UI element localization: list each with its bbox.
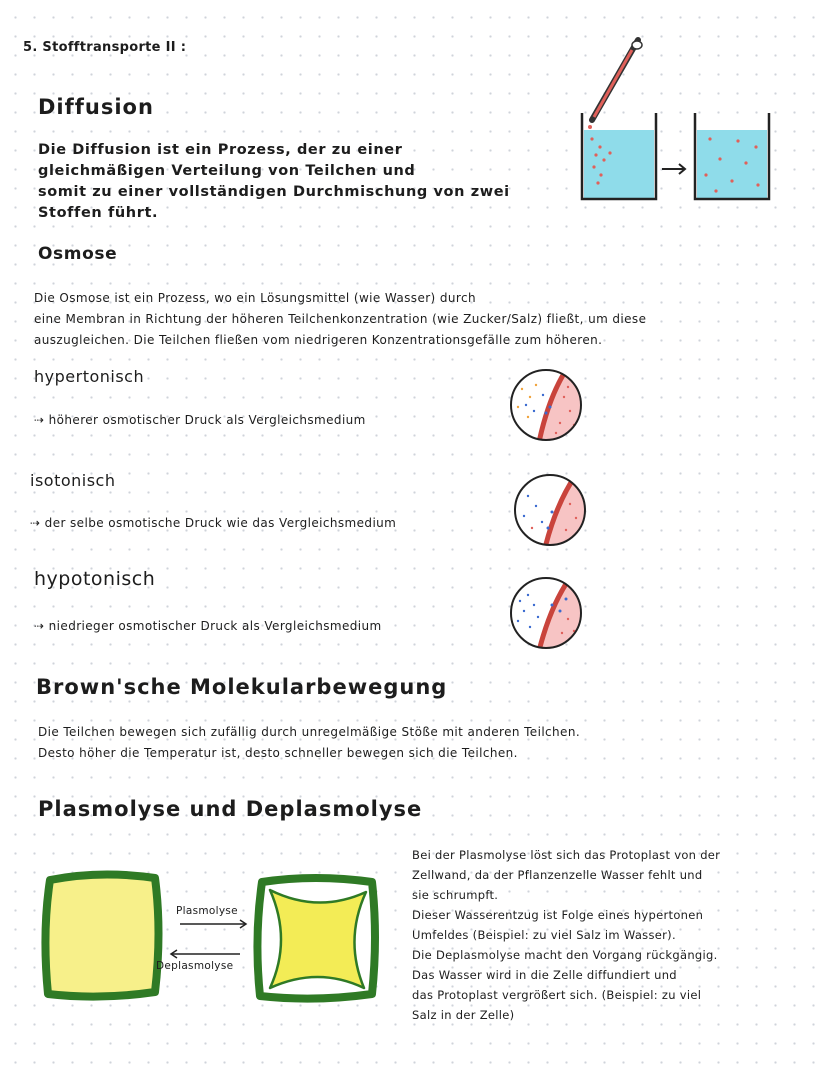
diffusion-illustration — [570, 35, 780, 205]
plasmolyse-text — [412, 845, 812, 1025]
isotonisch-heading: isotonisch — [30, 471, 116, 490]
plasmolyse-line: sie schrumpft. — [412, 888, 499, 902]
hypertonisch-heading: hypertonisch — [34, 367, 145, 386]
brown-heading: Brown'sche Molekularbewegung — [36, 675, 448, 699]
brown-text — [38, 722, 778, 764]
plasmolyse-line: Das Wasser wird in die Zelle diffundiert und — [412, 968, 677, 982]
plasmolyse-label: Plasmolyse — [176, 905, 238, 917]
arrow-right-icon: ⇢ — [34, 413, 49, 427]
isotonisch-desc: der selbe osmotische Druck wie das Vergleichsmedium — [44, 516, 397, 530]
osmose-line: auszugleichen. Die Teilchen fließen vom niedrigeren Konzentrationsgefälle zum höheren. — [34, 333, 603, 347]
brown-line: Desto höher die Temperatur ist, desto schneller bewegen sich die Teilchen. — [38, 746, 518, 760]
diffusion-line: somit zu einer vollständigen Durchmischung von zwei — [38, 184, 510, 200]
diffusion-text — [38, 140, 538, 224]
plasmolyse-line: Bei der Plasmolyse löst sich das Protoplast von der — [412, 848, 721, 862]
brown-line: Die Teilchen bewegen sich zufällig durch unregelmäßige Stöße mit anderen Teilchen. — [38, 725, 581, 739]
arrow-right-icon — [662, 164, 685, 174]
diffusion-line: Die Diffusion ist ein Prozess, der zu einer — [38, 142, 403, 158]
hypotonisch-desc: niedrieger osmotischer Druck als Vergleichsmedium — [48, 619, 382, 633]
plasmolyse-line: Zellwand, da der Pflanzenzelle Wasser fehlt und — [412, 868, 703, 882]
diffusion-heading: Diffusion — [38, 95, 154, 119]
isotonisch-desc-row — [30, 513, 396, 534]
osmose-heading: Osmose — [38, 244, 118, 264]
hypertonic-diagram-icon — [508, 367, 588, 447]
diffusion-line: gleichmäßigen Verteilung von Teilchen und — [38, 163, 416, 179]
isotonic-diagram-icon — [512, 472, 592, 552]
plasmolyse-line: Umfeldes (Beispiel: zu viel Salz im Wasser). — [412, 928, 676, 942]
osmose-line: eine Membran in Richtung der höheren Teilchenkonzentration (wie Zucker/Salz) fließt, um diese — [34, 312, 647, 326]
pipette-icon — [588, 40, 642, 129]
hypotonisch-heading: hypotonisch — [34, 568, 156, 590]
diffusion-line: Stoffen führt. — [38, 205, 159, 221]
plasmolyse-heading: Plasmolyse und Deplasmolyse — [38, 797, 423, 821]
plasmolyse-line: das Protoplast vergrößert sich. (Beispiel: zu viel — [412, 988, 702, 1002]
hypertonisch-desc: höherer osmotischer Druck als Vergleichsmedium — [48, 413, 366, 427]
page-title: 5. Stofftransporte II : — [23, 40, 187, 55]
plasmolyse-line: Die Deplasmolyse macht den Vorgang rückgängig. — [412, 948, 718, 962]
deplasmolyse-label: Deplasmolyse — [156, 960, 234, 972]
deplasmolyse-arrow — [171, 950, 240, 958]
plasmolysed-cell-icon — [257, 878, 375, 999]
plasmolyse-arrow — [180, 920, 246, 928]
arrow-right-icon: ⇢ — [34, 619, 49, 633]
osmose-text — [34, 288, 794, 351]
osmose-line: Die Osmose ist ein Prozess, wo ein Lösungsmittel (wie Wasser) durch — [34, 291, 476, 305]
turgid-cell-icon — [45, 874, 158, 996]
arrow-right-icon: ⇢ — [30, 516, 45, 530]
plasmolyse-diagram — [40, 862, 390, 1012]
plasmolyse-line: Dieser Wasserentzug ist Folge eines hypertonen — [412, 908, 704, 922]
hypotonic-diagram-icon — [508, 575, 588, 655]
hypotonisch-desc-row — [34, 616, 382, 637]
beaker-before-icon — [582, 113, 656, 199]
hypertonisch-desc-row — [34, 410, 366, 431]
plasmolyse-line: Salz in der Zelle) — [412, 1008, 515, 1022]
beaker-after-icon — [695, 113, 769, 199]
